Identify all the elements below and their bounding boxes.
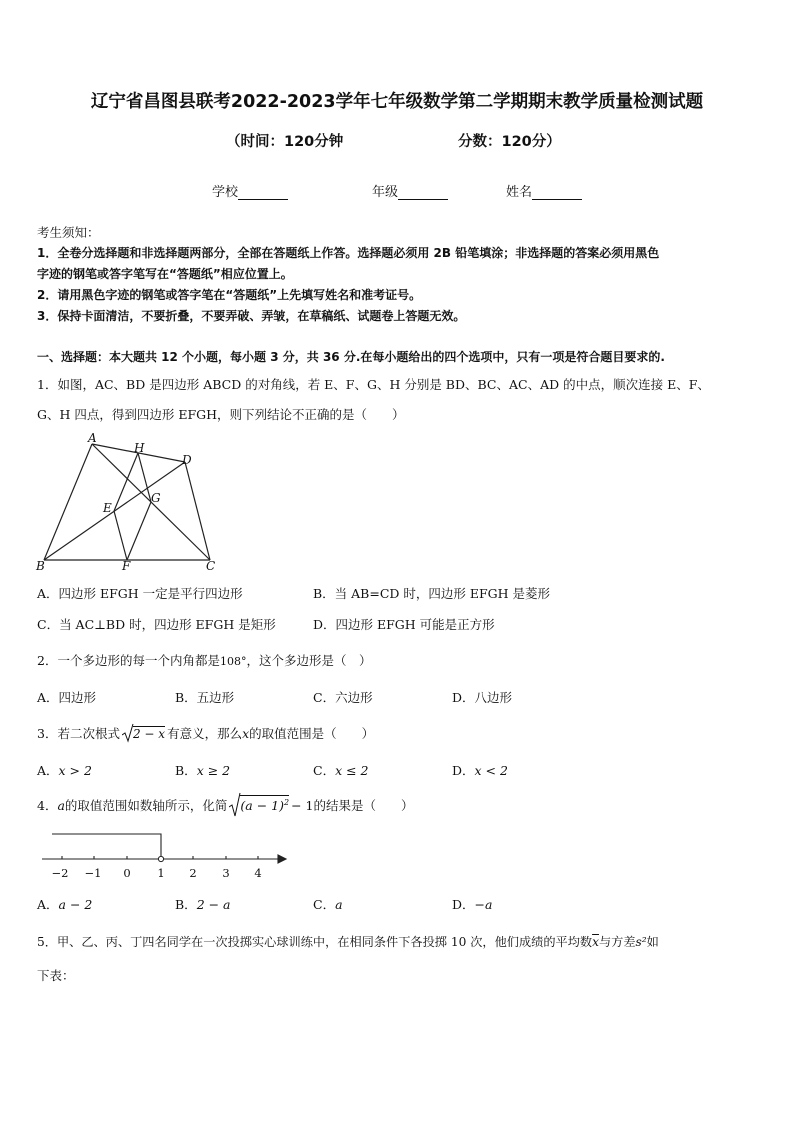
tick-0: 0	[123, 866, 131, 880]
tick-1: 1	[157, 866, 165, 880]
grade-field	[372, 181, 448, 200]
q3-option-a[interactable]: A．x > 2	[37, 763, 92, 778]
q4-option-c[interactable]: C．a	[313, 897, 343, 912]
exam-score: 分数：120分）	[458, 134, 561, 150]
tick-neg2: −2	[51, 866, 69, 880]
label-C: C	[206, 559, 216, 573]
label-D: D	[182, 453, 192, 467]
q5-stem-line2: 下表：	[37, 968, 75, 983]
q4-sqrt	[229, 798, 289, 813]
q4-minus-one: − 1	[291, 798, 314, 813]
q1-option-d[interactable]: D．四边形 EFGH 可能是正方形	[313, 617, 495, 632]
notice-line-1b: 字迹的钢笔或答字笔写在“答题纸”相应位置上。	[37, 267, 293, 281]
q2-option-d[interactable]: D．八边形	[452, 690, 513, 705]
q3-stem-a: 3．若二次根式	[37, 726, 120, 741]
q1-option-b[interactable]: B．当 AB=CD 时，四边形 EFGH 是菱形	[313, 586, 551, 601]
label-H: H	[134, 441, 145, 455]
tick-3: 3	[222, 866, 230, 880]
q3-stem	[37, 724, 374, 742]
grade-label: 年级	[372, 185, 399, 200]
q2-stem	[37, 651, 371, 669]
q3-sqrt	[122, 726, 165, 741]
q2-option-c[interactable]: C．六边形	[313, 690, 373, 705]
name-label: 姓名	[506, 185, 533, 200]
q3-option-b[interactable]: B．x ≥ 2	[175, 763, 231, 778]
q4-var: a	[57, 798, 65, 813]
q5-stem-a: 5．甲、乙、丙、丁四名同学在一次投掷实心球训练中，在相同条件下各投掷 10 次，他们成绩的平均数	[37, 935, 593, 949]
q4-stem-b: 的结果是（ ）	[313, 798, 414, 813]
q5-stem-line1	[37, 933, 659, 950]
q4-stem	[37, 796, 414, 814]
q1-option-c[interactable]: C．当 AC⊥BD 时，四边形 EFGH 是矩形	[37, 617, 276, 632]
q3-radicand: 2 − x	[132, 727, 166, 741]
q4-stem-a: 的取值范围如数轴所示，化简	[64, 798, 228, 813]
notice-line-2: 2．请用黑色字迹的钢笔或答字笔在“答题纸”上先填写姓名和准考证号。	[37, 288, 422, 302]
label-A: A	[88, 431, 97, 445]
q1-stem-line1: 1．如图，AC、BD 是四边形 ABCD 的对角线，若 E、F、G、H 分别是 BD、BC、AC、AD 的中点，顺次连接 E、F、	[37, 377, 710, 392]
tick-2: 2	[189, 866, 197, 880]
tick-4: 4	[254, 866, 262, 880]
notice-heading: 考生须知：	[37, 225, 100, 240]
q5-stem-end: 如	[646, 935, 659, 949]
q2-angle: 108°	[219, 655, 247, 668]
number-line-figure	[38, 828, 290, 884]
notice-line-3: 3．保持卡面清洁，不要折叠，不要弄破、弄皱，在草稿纸、试题卷上答题无效。	[37, 309, 466, 323]
q3-option-d[interactable]: D．x < 2	[452, 763, 508, 778]
q2-option-a[interactable]: A．四边形	[37, 690, 97, 705]
name-blank[interactable]	[532, 187, 582, 200]
q1-stem-line2: G、H 四点，得到四边形 EFGH，则下列结论不正确的是（ ）	[37, 407, 405, 422]
label-E: E	[103, 501, 112, 515]
q3-stem-c: 的取值范围是（ ）	[249, 726, 375, 741]
school-field	[212, 181, 288, 200]
q2-stem-b: ，这个多边形是（ ）	[246, 653, 372, 668]
section-heading: 一、选择题：本大题共 12 个小题，每小题 3 分，共 36 分.在每小题给出的四个选项中，只有一项是符合题目要求的.	[37, 350, 665, 364]
q5-variance-symbol: s²	[635, 935, 647, 949]
page-title: 辽宁省昌图县联考2022-2023学年七年级数学第二学期期末教学质量检测试题	[90, 92, 704, 112]
q5-mean-symbol: $\overline{x}$	[592, 935, 599, 949]
q2-option-b[interactable]: B．五边形	[175, 690, 235, 705]
q2-stem-a: 2．一个多边形的每一个内角都是	[37, 653, 220, 668]
label-G: G	[151, 491, 161, 505]
q4-option-b[interactable]: B．2 − a	[175, 897, 231, 912]
q3-stem-b: 有意义，那么	[167, 726, 243, 741]
label-B: B	[36, 559, 45, 573]
q4-option-a[interactable]: A．a − 2	[37, 897, 93, 912]
q3-var: x	[242, 726, 250, 741]
tick-neg1: −1	[84, 866, 102, 880]
label-F: F	[122, 559, 131, 573]
exam-time: （时间：120分钟	[226, 134, 344, 150]
q4-radicand: (a − 1)	[240, 798, 285, 813]
school-blank[interactable]	[238, 187, 288, 200]
grade-blank[interactable]	[398, 187, 448, 200]
school-label: 学校	[212, 185, 239, 200]
notice-line-1a: 1．全卷分选择题和非选择题两部分，全部在答题纸上作答。选择题必须用 2B 铅笔填涂；非选择题的答案必须用黑色	[37, 246, 660, 260]
q1-option-a[interactable]: A．四边形 EFGH 一定是平行四边形	[37, 586, 243, 601]
q3-option-c[interactable]: C．x ≤ 2	[313, 763, 369, 778]
q4-num: 4．	[37, 798, 58, 813]
q4-option-d[interactable]: D．−a	[452, 897, 493, 912]
q4-exponent: 2	[284, 797, 290, 807]
q5-stem-mid: 与方差	[598, 935, 636, 949]
name-field	[506, 181, 582, 200]
quadrilateral-figure	[30, 428, 230, 576]
